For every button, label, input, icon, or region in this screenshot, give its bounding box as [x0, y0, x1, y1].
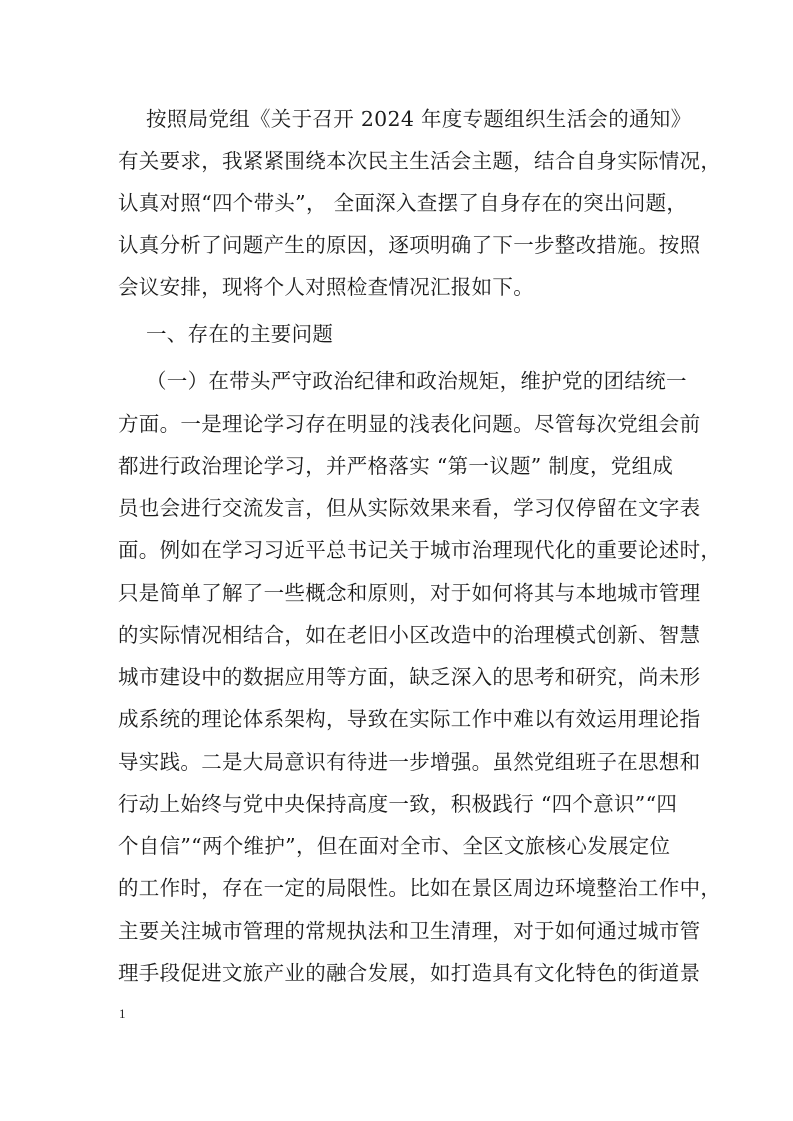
paragraph-line: 主要关注城市管理的常规执法和卫生清理，对于如何通过城市管	[118, 919, 701, 943]
paragraph-line: 理手段促进文旅产业的融合发展，如打造具有文化特色的街道景	[118, 961, 701, 985]
page-number: 1	[119, 1006, 126, 1021]
paragraph-line: 按照局党组《关于召开 2024 年度专题组织生活会的通知》	[146, 107, 692, 131]
paragraph-line: 认真对照“四个带头”， 全面深入查摆了自身存在的突出问题，	[118, 191, 688, 215]
paragraph-line: 认真分析了问题产生的原因，逐项明确了下一步整改措施。按照	[118, 233, 701, 257]
paragraph-line: 有关要求，我紧紧围绕本次民主生活会主题，结合自身实际情况，	[118, 149, 722, 173]
section-heading: 一、存在的主要问题	[146, 322, 334, 346]
paragraph-line: 导实践。二是大局意识有待进一步增强。虽然党组班子在思想和	[118, 750, 701, 774]
paragraph-line: 的工作时，存在一定的局限性。比如在景区周边环境整治工作中，	[118, 876, 722, 900]
paragraph-line: 都进行政治理论学习，并严格落实 “第一议题” 制度，党组成	[118, 454, 674, 478]
paragraph-line: 城市建设中的数据应用等方面，缺乏深入的思考和研究，尚未形	[118, 665, 701, 689]
paragraph-line: 方面。一是理论学习存在明显的浅表化问题。尽管每次党组会前	[118, 412, 701, 436]
paragraph-line: 会议安排，现将个人对照检查情况汇报如下。	[118, 275, 534, 299]
paragraph-line: 的实际情况相结合，如在老旧小区改造中的治理模式创新、智慧	[118, 623, 701, 647]
paragraph-line: 行动上始终与党中央保持高度一致，积极践行 “四个意识”“四	[118, 792, 678, 816]
paragraph-line: 面。例如在学习习近平总书记关于城市治理现代化的重要论述时，	[118, 538, 722, 562]
paragraph-line: 只是简单了解了一些概念和原则，对于如何将其与本地城市管理	[118, 581, 701, 605]
paragraph-line: 成系统的理论体系架构，导致在实际工作中难以有效运用理论指	[118, 707, 701, 731]
paragraph-line: （一）在带头严守政治纪律和政治规矩，维护党的团结统一	[146, 369, 687, 393]
paragraph-line: 个自信”“两个维护”，但在面对全市、全区文旅核心发展定位	[118, 834, 671, 858]
paragraph-line: 员也会进行交流发言，但从实际效果来看，学习仅停留在文字表	[118, 496, 701, 520]
